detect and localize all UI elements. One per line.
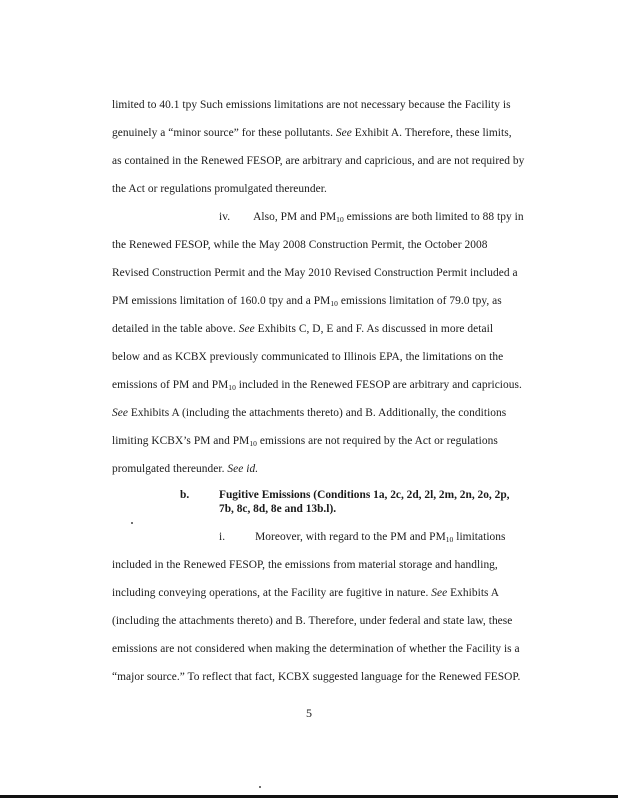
- section-heading: Fugitive Emissions (Conditions 1a, 2c, 2d, 2l, 2m, 2n, 2o, 2p,: [219, 489, 510, 501]
- text-line: limiting KCBX’s PM and $PM_{10}$ emissions are not required by the Act or regulations: [112, 435, 498, 448]
- scan-edge-line: [0, 795, 618, 798]
- text-line: as contained in the Renewed FESOP, are arbitrary and capricious, and are not required by: [112, 155, 525, 167]
- text-line: genuinely a “minor source” for these pollutants. See Exhibit A. Therefore, these limits,: [112, 127, 512, 139]
- text-line: iv. Also, PM and $PM_{10}$ emissions are both limited to 88 tpy in: [219, 211, 524, 224]
- text-line: i. Moreover, with regard to the PM and $PM_{10}$ limitations: [219, 531, 506, 544]
- text-line: the Renewed FESOP, while the May 2008 Construction Permit, the October 2008: [112, 239, 488, 251]
- text-line: emissions of PM and $PM_{10}$ included in the Renewed FESOP are arbitrary and capricious.: [112, 379, 522, 392]
- text-line: Revised Construction Permit and the May 2010 Revised Construction Permit included a: [112, 267, 518, 279]
- list-marker: iv.: [219, 211, 231, 223]
- text-line: See Exhibits A (including the attachments thereto) and B. Additionally, the conditions: [112, 407, 507, 419]
- text-line: below and as KCBX previously communicated to Illinois EPA, the limitations on the: [112, 351, 504, 363]
- scan-speck: [131, 522, 133, 524]
- text-line: detailed in the table above. See Exhibits C, D, E and F. As discussed in more detail: [112, 323, 494, 335]
- text-line: (including the attachments thereto) and B. Therefore, under federal and state law, these: [112, 615, 513, 627]
- text-line: including conveying operations, at the Facility are fugitive in nature. See Exhibits A: [112, 587, 500, 599]
- text-line: “major source.” To reflect that fact, KCBX suggested language for the Renewed FESOP.: [112, 671, 521, 683]
- page-number: 5: [306, 706, 312, 720]
- list-marker: i.: [219, 531, 226, 543]
- text-line: the Act or regulations promulgated thereunder.: [112, 183, 327, 195]
- text-line: included in the Renewed FESOP, the emissions from material storage and handling,: [112, 559, 498, 571]
- scan-speck: [259, 786, 261, 788]
- text-line: limited to 40.1 tpy Such emissions limitations are not necessary because the Facility is: [112, 99, 511, 111]
- text-line: promulgated thereunder. See id.: [112, 463, 259, 475]
- section-heading: 7b, 8c, 8d, 8e and 13b.l).: [219, 503, 337, 515]
- section-letter: b.: [180, 489, 190, 501]
- text-line: PM emissions limitation of 160.0 tpy and a $PM_{10}$ emissions limitation of 79.0 tpy, as: [112, 295, 502, 308]
- text-line: emissions are not considered when making the determination of whether the Facility is a: [112, 643, 520, 655]
